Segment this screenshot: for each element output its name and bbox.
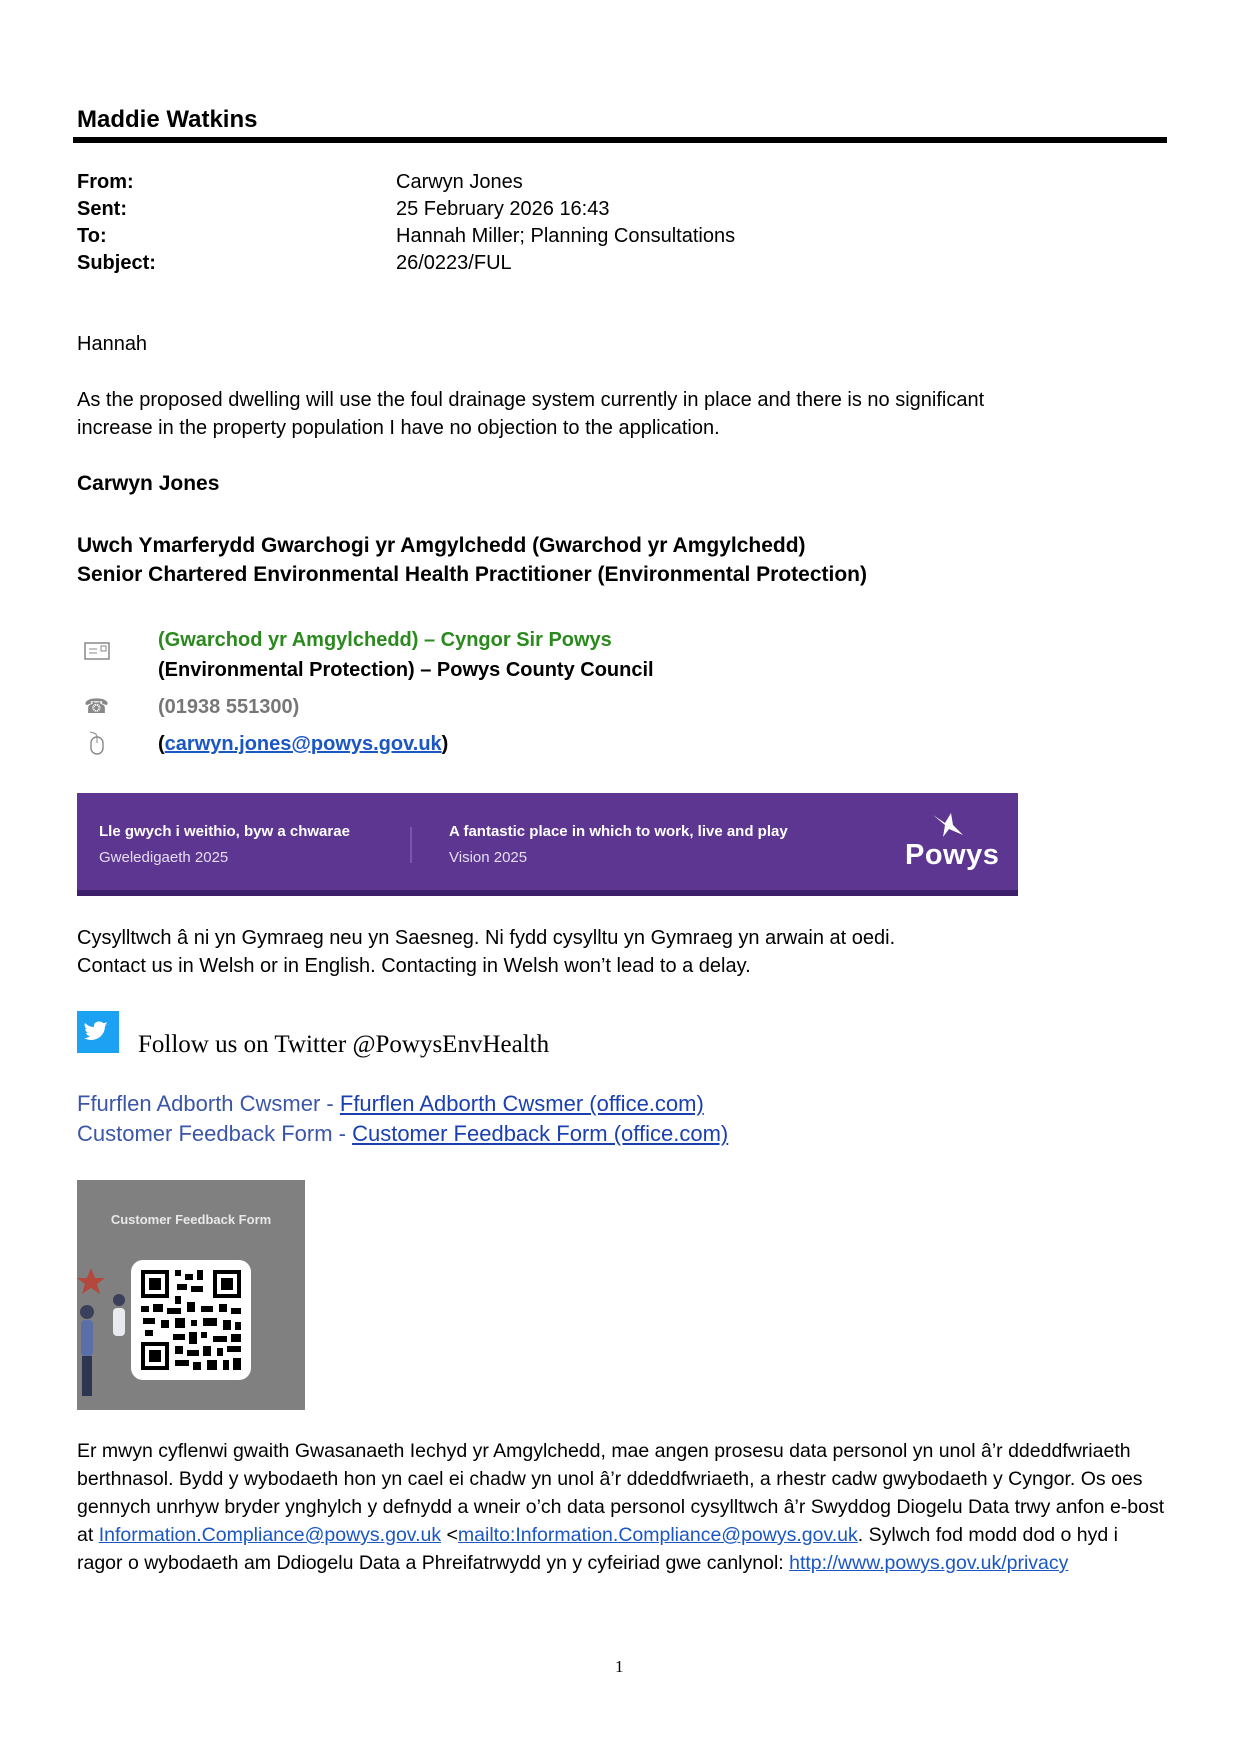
qr-code-icon <box>131 1260 251 1380</box>
email-close-paren: ) <box>441 733 449 755</box>
phone-number: (01938 551300) <box>158 696 300 718</box>
powys-logo: Powys <box>905 839 1000 871</box>
feedback-english-link[interactable]: Customer Feedback Form (office.com) <box>352 1121 729 1146</box>
feedback-welsh-line <box>77 1091 704 1117</box>
twitter-icon[interactable] <box>77 1011 119 1053</box>
feedback-welsh-label: Ffurflen Adborth Cwsmer - <box>77 1091 340 1116</box>
to-value: Hannah Miller; Planning Consultations <box>396 225 736 247</box>
banner-text-english: A fantastic place in which to work, live and play <box>449 823 788 840</box>
notice-text-2: < <box>441 1524 458 1546</box>
twitter-follow-text: Follow us on Twitter @PowysEnvHealth <box>138 1031 550 1058</box>
sent-value: 25 February 2026 16:43 <box>396 198 610 220</box>
qr-card-title: Customer Feedback Form <box>110 1212 272 1227</box>
greeting: Hannah <box>77 333 148 355</box>
subject-label: Subject: <box>77 252 156 274</box>
notice-text-1: Er mwyn cyflenwi gwaith Gwasanaeth Iechyd yr Amgylchedd, mae angen prosesu data personol yn unol â’r ddeddfwriaeth berthnasol. Bydd y wybodaeth hon yn cael ei chadw yn unol â’r ddeddfwriaeth, a rhestr cadw gwybodaeth y Cyngor. Os oes gennych unrhyw bryder ynghylch y defnydd a wneir o’ch data personol cysylltwch â’r Swyddog Diogelu Data trwy anfon e-bost at <box>77 1440 1165 1546</box>
header-divider <box>73 137 1167 143</box>
language-line-welsh: Cysylltwch â ni yn Gymraeg neu yn Saesneg. Ni fydd cysylltu yn Gymraeg yn arwain at oedi. <box>77 927 896 949</box>
banner-vision-english: Vision 2025 <box>449 849 528 866</box>
feedback-english-line <box>77 1121 728 1147</box>
document-owner-name: Maddie Watkins <box>77 106 258 133</box>
compliance-email-link[interactable]: Information.Compliance@powys.gov.uk <box>98 1524 442 1546</box>
sent-label: Sent: <box>77 198 127 220</box>
banner-vision-welsh: Gweledigaeth 2025 <box>99 849 229 866</box>
kite-bird-icon <box>929 811 967 841</box>
department-english: (Environmental Protection) – Powys County Council <box>158 659 654 681</box>
signature-title-english: Senior Chartered Environmental Health Practitioner (Environmental Protection) <box>77 563 867 586</box>
envelope-icon <box>84 640 110 662</box>
telephone-icon: ☎ <box>84 696 109 718</box>
language-line-english: Contact us in Welsh or in English. Contacting in Welsh won’t lead to a delay. <box>77 955 751 977</box>
feedback-qr-card[interactable] <box>77 1180 305 1410</box>
from-value: Carwyn Jones <box>396 171 523 193</box>
email-open-paren: ( <box>158 733 165 755</box>
signature-title-welsh: Uwch Ymarferydd Gwarchogi yr Amgylchedd (Gwarchod yr Amgylchedd) <box>77 534 806 557</box>
compliance-mailto-link[interactable]: mailto:Information.Compliance@powys.gov.uk <box>457 1524 858 1546</box>
people-illustration-icon <box>77 1250 137 1410</box>
signature-name: Carwyn Jones <box>77 472 220 495</box>
subject-value: 26/0223/FUL <box>396 252 512 274</box>
notice-text-3: . Sylwch fod modd dod o hyd i ragor o wybodaeth am Ddiogelu Data a Phreifatrwydd yn y cyfeiriad gwe canlynol: <box>77 1524 1118 1574</box>
qr-code-frame <box>131 1260 251 1380</box>
body-line-2: increase in the property population I have no objection to the application. <box>77 417 720 439</box>
page-number: 1 <box>615 1657 624 1676</box>
feedback-english-label: Customer Feedback Form - <box>77 1121 353 1146</box>
mouse-icon <box>84 731 110 753</box>
vision-banner <box>77 793 1018 896</box>
email-link[interactable]: carwyn.jones@powys.gov.uk <box>164 733 442 755</box>
banner-text-welsh: Lle gwych i weithio, byw a chwarae <box>99 823 350 840</box>
banner-separator <box>410 827 412 863</box>
body-line-1: As the proposed dwelling will use the foul drainage system currently in place and there is no significant <box>77 389 985 411</box>
feedback-welsh-link[interactable]: Ffurflen Adborth Cwsmer (office.com) <box>339 1091 704 1116</box>
department-welsh: (Gwarchod yr Amgylchedd) – Cyngor Sir Powys <box>158 629 612 651</box>
email-line <box>158 733 448 756</box>
privacy-link[interactable]: http://www.powys.gov.uk/privacy <box>789 1552 1069 1574</box>
data-protection-notice <box>77 1437 1167 1577</box>
from-label: From: <box>77 171 134 193</box>
to-label: To: <box>77 225 107 247</box>
